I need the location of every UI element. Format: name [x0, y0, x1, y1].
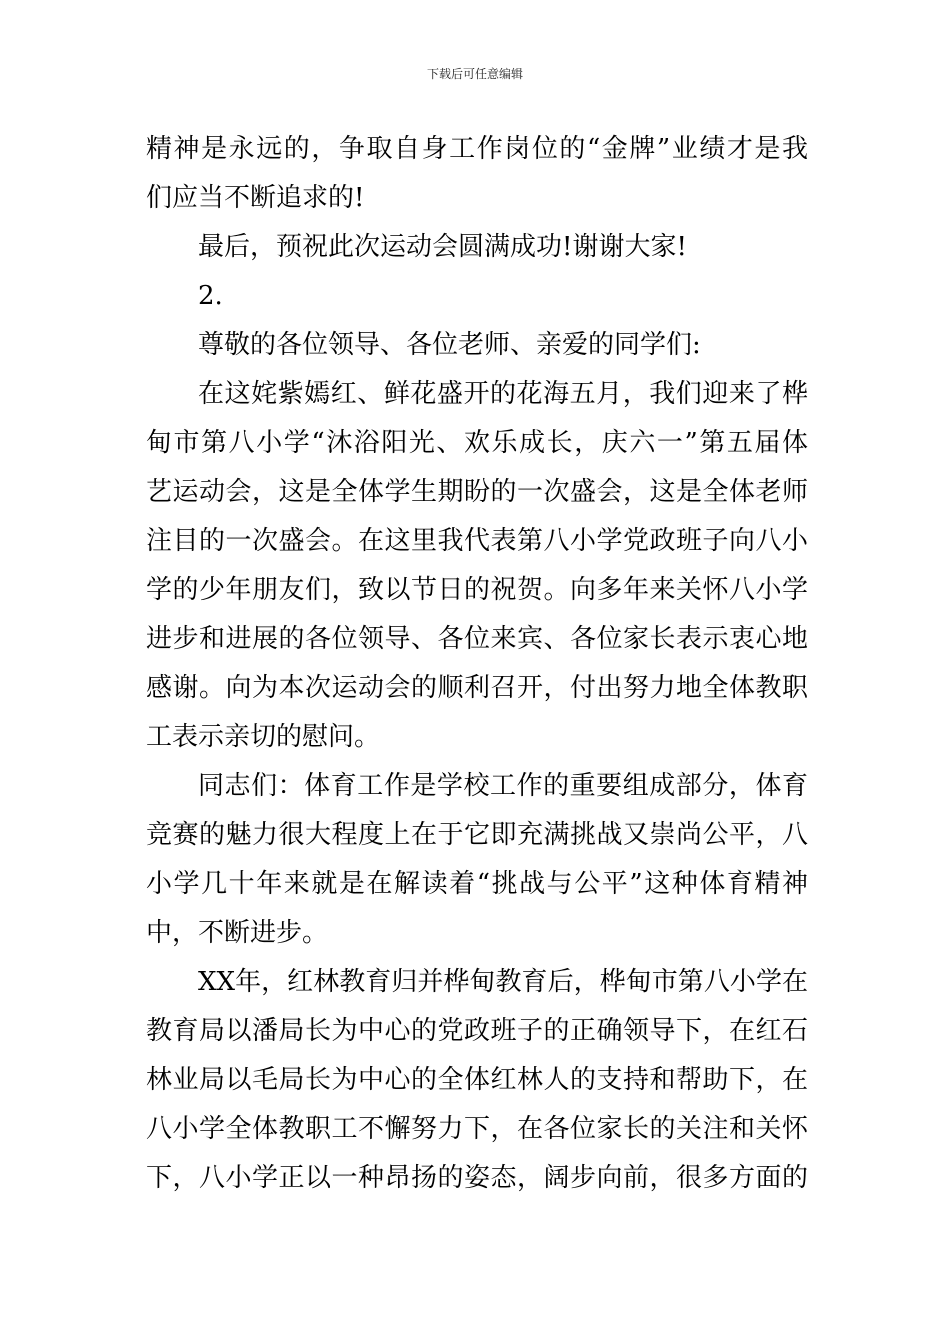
text-line: 林业局以毛局长为中心的全体红林人的支持和帮助下，在 [146, 1065, 808, 1095]
text-line: 教育局以潘局长为中心的党政班子的正确领导下，在红石 [146, 1016, 808, 1046]
text-line: 们应当不断追求的! [146, 183, 365, 213]
document-body [146, 125, 808, 1203]
text-line: 下，八小学正以一种昂扬的姿态，阔步向前，很多方面的 [146, 1163, 808, 1193]
text-line: 最后，预祝此次运动会圆满成功!谢谢大家! [198, 232, 687, 262]
text-line: 工表示亲切的慰问。 [146, 722, 381, 752]
text-line: 同志们：体育工作是学校工作的重要组成部分，体育 [198, 771, 808, 801]
text-line: 八小学全体教职工不懈努力下，在各位家长的关注和关怀 [146, 1114, 808, 1144]
text-line: 感谢。向为本次运动会的顺利召开，付出努力地全体教职 [146, 673, 808, 703]
text-line: 学的少年朋友们，致以节日的祝贺。向多年来关怀八小学 [146, 575, 808, 605]
text-line: 竞赛的魅力很大程度上在于它即充满挑战又崇尚公平，八 [146, 820, 808, 850]
text-line: 2. [198, 281, 223, 311]
text-line: 注目的一次盛会。在这里我代表第八小学党政班子向八小 [146, 526, 808, 556]
text-line: 精神是永远的，争取自身工作岗位的“金牌”业绩才是我 [146, 134, 808, 164]
text-line: 小学几十年来就是在解读着“挑战与公平”这种体育精神 [146, 869, 808, 899]
text-line: 进步和进展的各位领导、各位来宾、各位家长表示衷心地 [146, 624, 808, 654]
text-line: 尊敬的各位领导、各位老师、亲爱的同学们: [198, 330, 701, 360]
text-line: XX年，红林教育归并桦甸教育后，桦甸市第八小学在 [198, 967, 808, 997]
text-line: 艺运动会，这是全体学生期盼的一次盛会，这是全体老师 [146, 477, 808, 507]
text-line: 中，不断进步。 [146, 918, 329, 948]
text-line: 甸市第八小学“沐浴阳光、欢乐成长，庆六一”第五届体 [146, 428, 808, 458]
text-line: 在这姹紫嫣红、鲜花盛开的花海五月，我们迎来了桦 [198, 379, 808, 409]
page-header: 下载后可任意编辑 [426, 67, 523, 81]
